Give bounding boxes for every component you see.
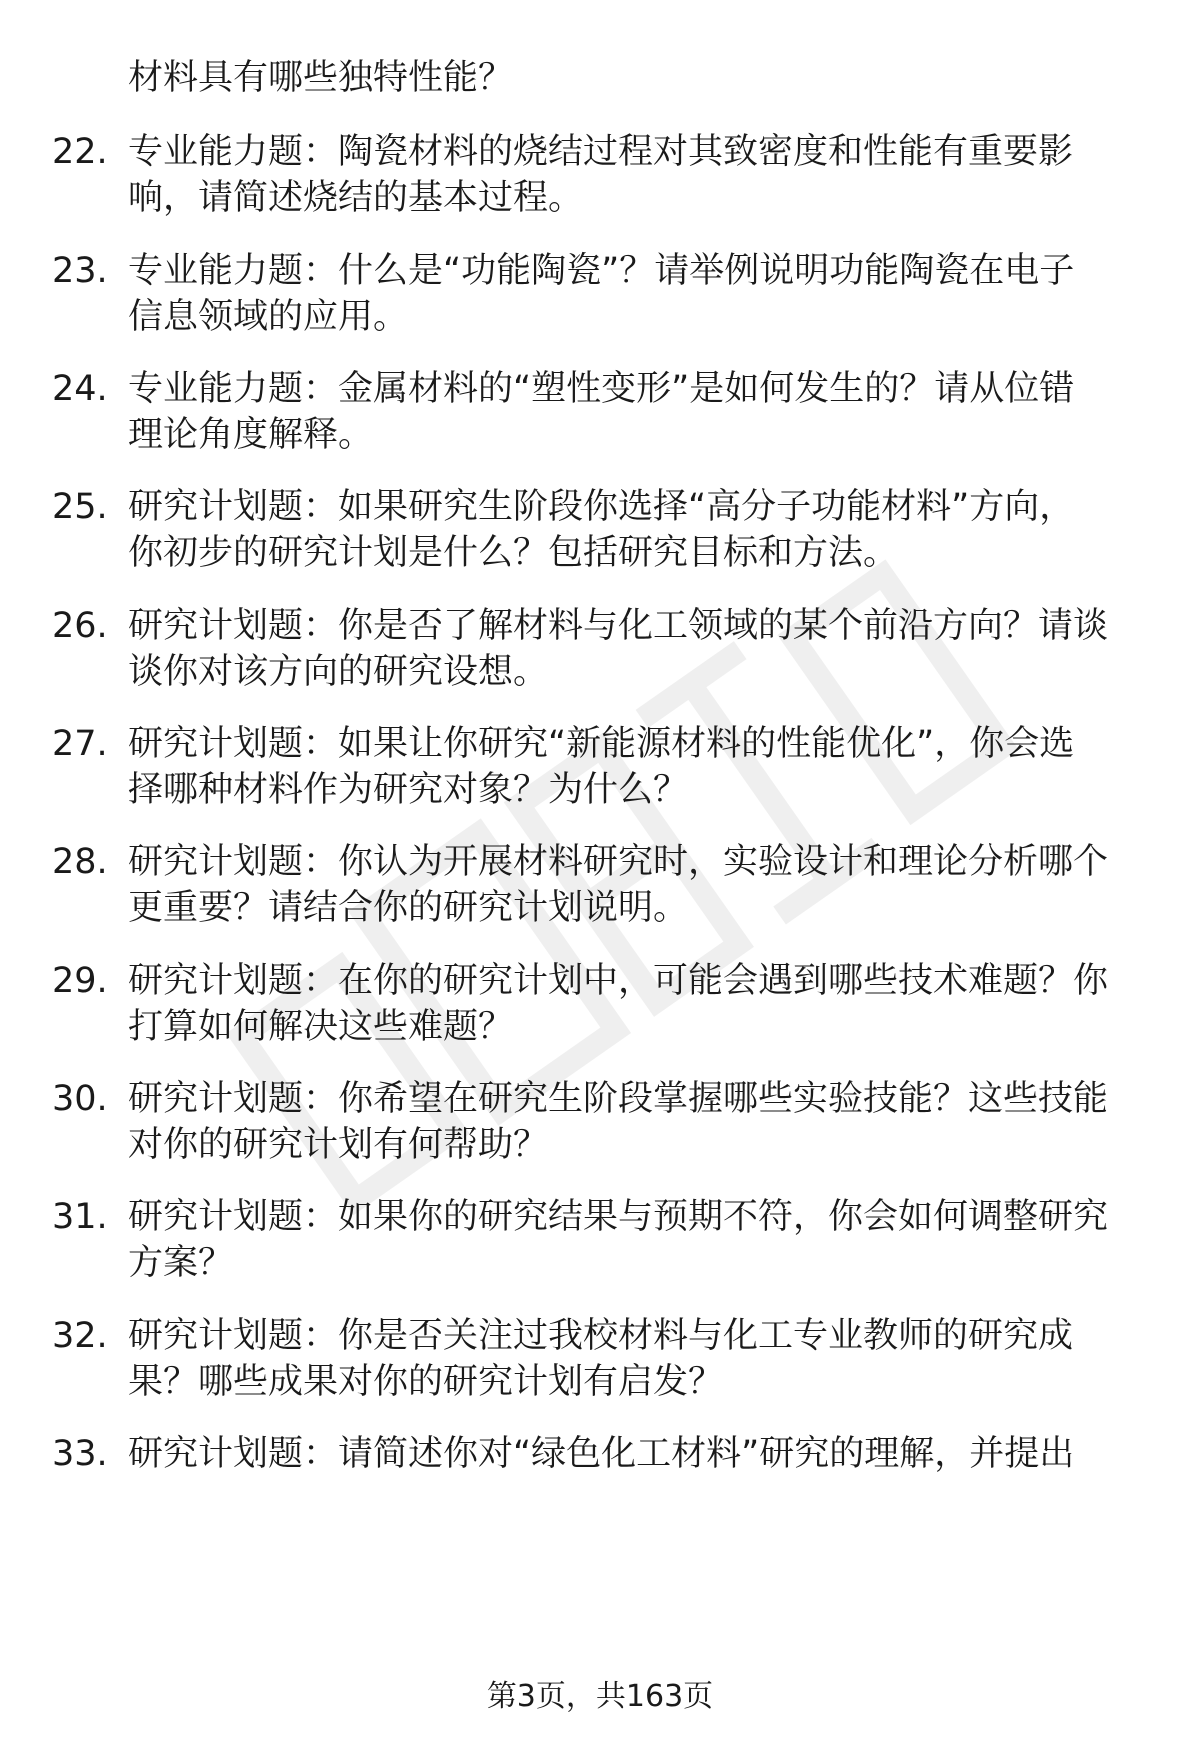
question-text: 研究计划题：你是否关注过我校材料与化工专业教师的研究成 xyxy=(128,1316,1074,1356)
question-number: 31. xyxy=(52,1197,108,1237)
question-number: 22. xyxy=(52,132,108,172)
question-text-continued: 方案？ xyxy=(128,1243,234,1283)
question-text-continued: 打算如何解决这些难题？ xyxy=(128,1007,514,1047)
question-text-continued: 果？哪些成果对你的研究计划有启发？ xyxy=(128,1362,724,1402)
question-number: 29. xyxy=(52,961,108,1001)
question-text-continued: 响，请简述烧结的基本过程。 xyxy=(128,178,584,218)
question-text: 研究计划题：你认为开展材料研究时，实验设计和理论分析哪个 xyxy=(128,842,1109,882)
question-text-continued: 择哪种材料作为研究对象？为什么？ xyxy=(128,770,689,810)
question-text-continued: 对你的研究计划有何帮助？ xyxy=(128,1125,549,1165)
question-text-continued: 你初步的研究计划是什么？包括研究目标和方法。 xyxy=(128,533,899,573)
question-number: 33. xyxy=(52,1434,108,1474)
question-number: 26. xyxy=(52,606,108,646)
question-number: 30. xyxy=(52,1079,108,1119)
question-number: 25. xyxy=(52,487,108,527)
question-text: 研究计划题：在你的研究计划中，可能会遇到哪些技术难题？你 xyxy=(128,961,1109,1001)
question-text: 专业能力题：陶瓷材料的烧结过程对其致密度和性能有重要影 xyxy=(128,132,1074,172)
page-footer: 第3页，共163页 xyxy=(486,1679,714,1714)
question-number: 28. xyxy=(52,842,108,882)
question-number: 24. xyxy=(52,369,108,409)
question-number: 23. xyxy=(52,251,108,291)
question-number: 32. xyxy=(52,1316,108,1356)
question-text: 研究计划题：如果让你研究“新能源材料的性能优化”，你会选 xyxy=(128,724,1075,764)
question-text-continued: 信息领域的应用。 xyxy=(128,297,409,337)
question-text: 研究计划题：你是否了解材料与化工领域的某个前沿方向？请谈 xyxy=(128,606,1109,646)
question-text-continued: 理论角度解释。 xyxy=(128,415,374,455)
question-text-continued: 谈你对该方向的研究设想。 xyxy=(128,652,549,692)
question-text: 研究计划题：如果研究生阶段你选择“高分子功能材料”方向， xyxy=(128,487,1075,527)
question-text: 研究计划题：请简述你对“绿色化工材料”研究的理解，并提出 xyxy=(128,1434,1075,1474)
question-text-continued: 更重要？请结合你的研究计划说明。 xyxy=(128,888,689,928)
question-text: 研究计划题：如果你的研究结果与预期不符，你会如何调整研究 xyxy=(128,1197,1109,1237)
question-text: 专业能力题：什么是“功能陶瓷”？请举例说明功能陶瓷在电子 xyxy=(128,251,1075,291)
question-text: 研究计划题：你希望在研究生阶段掌握哪些实验技能？这些技能 xyxy=(128,1079,1109,1119)
question-number: 27. xyxy=(52,724,108,764)
question-continuation: 材料具有哪些独特性能？ xyxy=(128,58,514,98)
question-text: 专业能力题：金属材料的“塑性变形”是如何发生的？请从位错 xyxy=(128,369,1075,409)
